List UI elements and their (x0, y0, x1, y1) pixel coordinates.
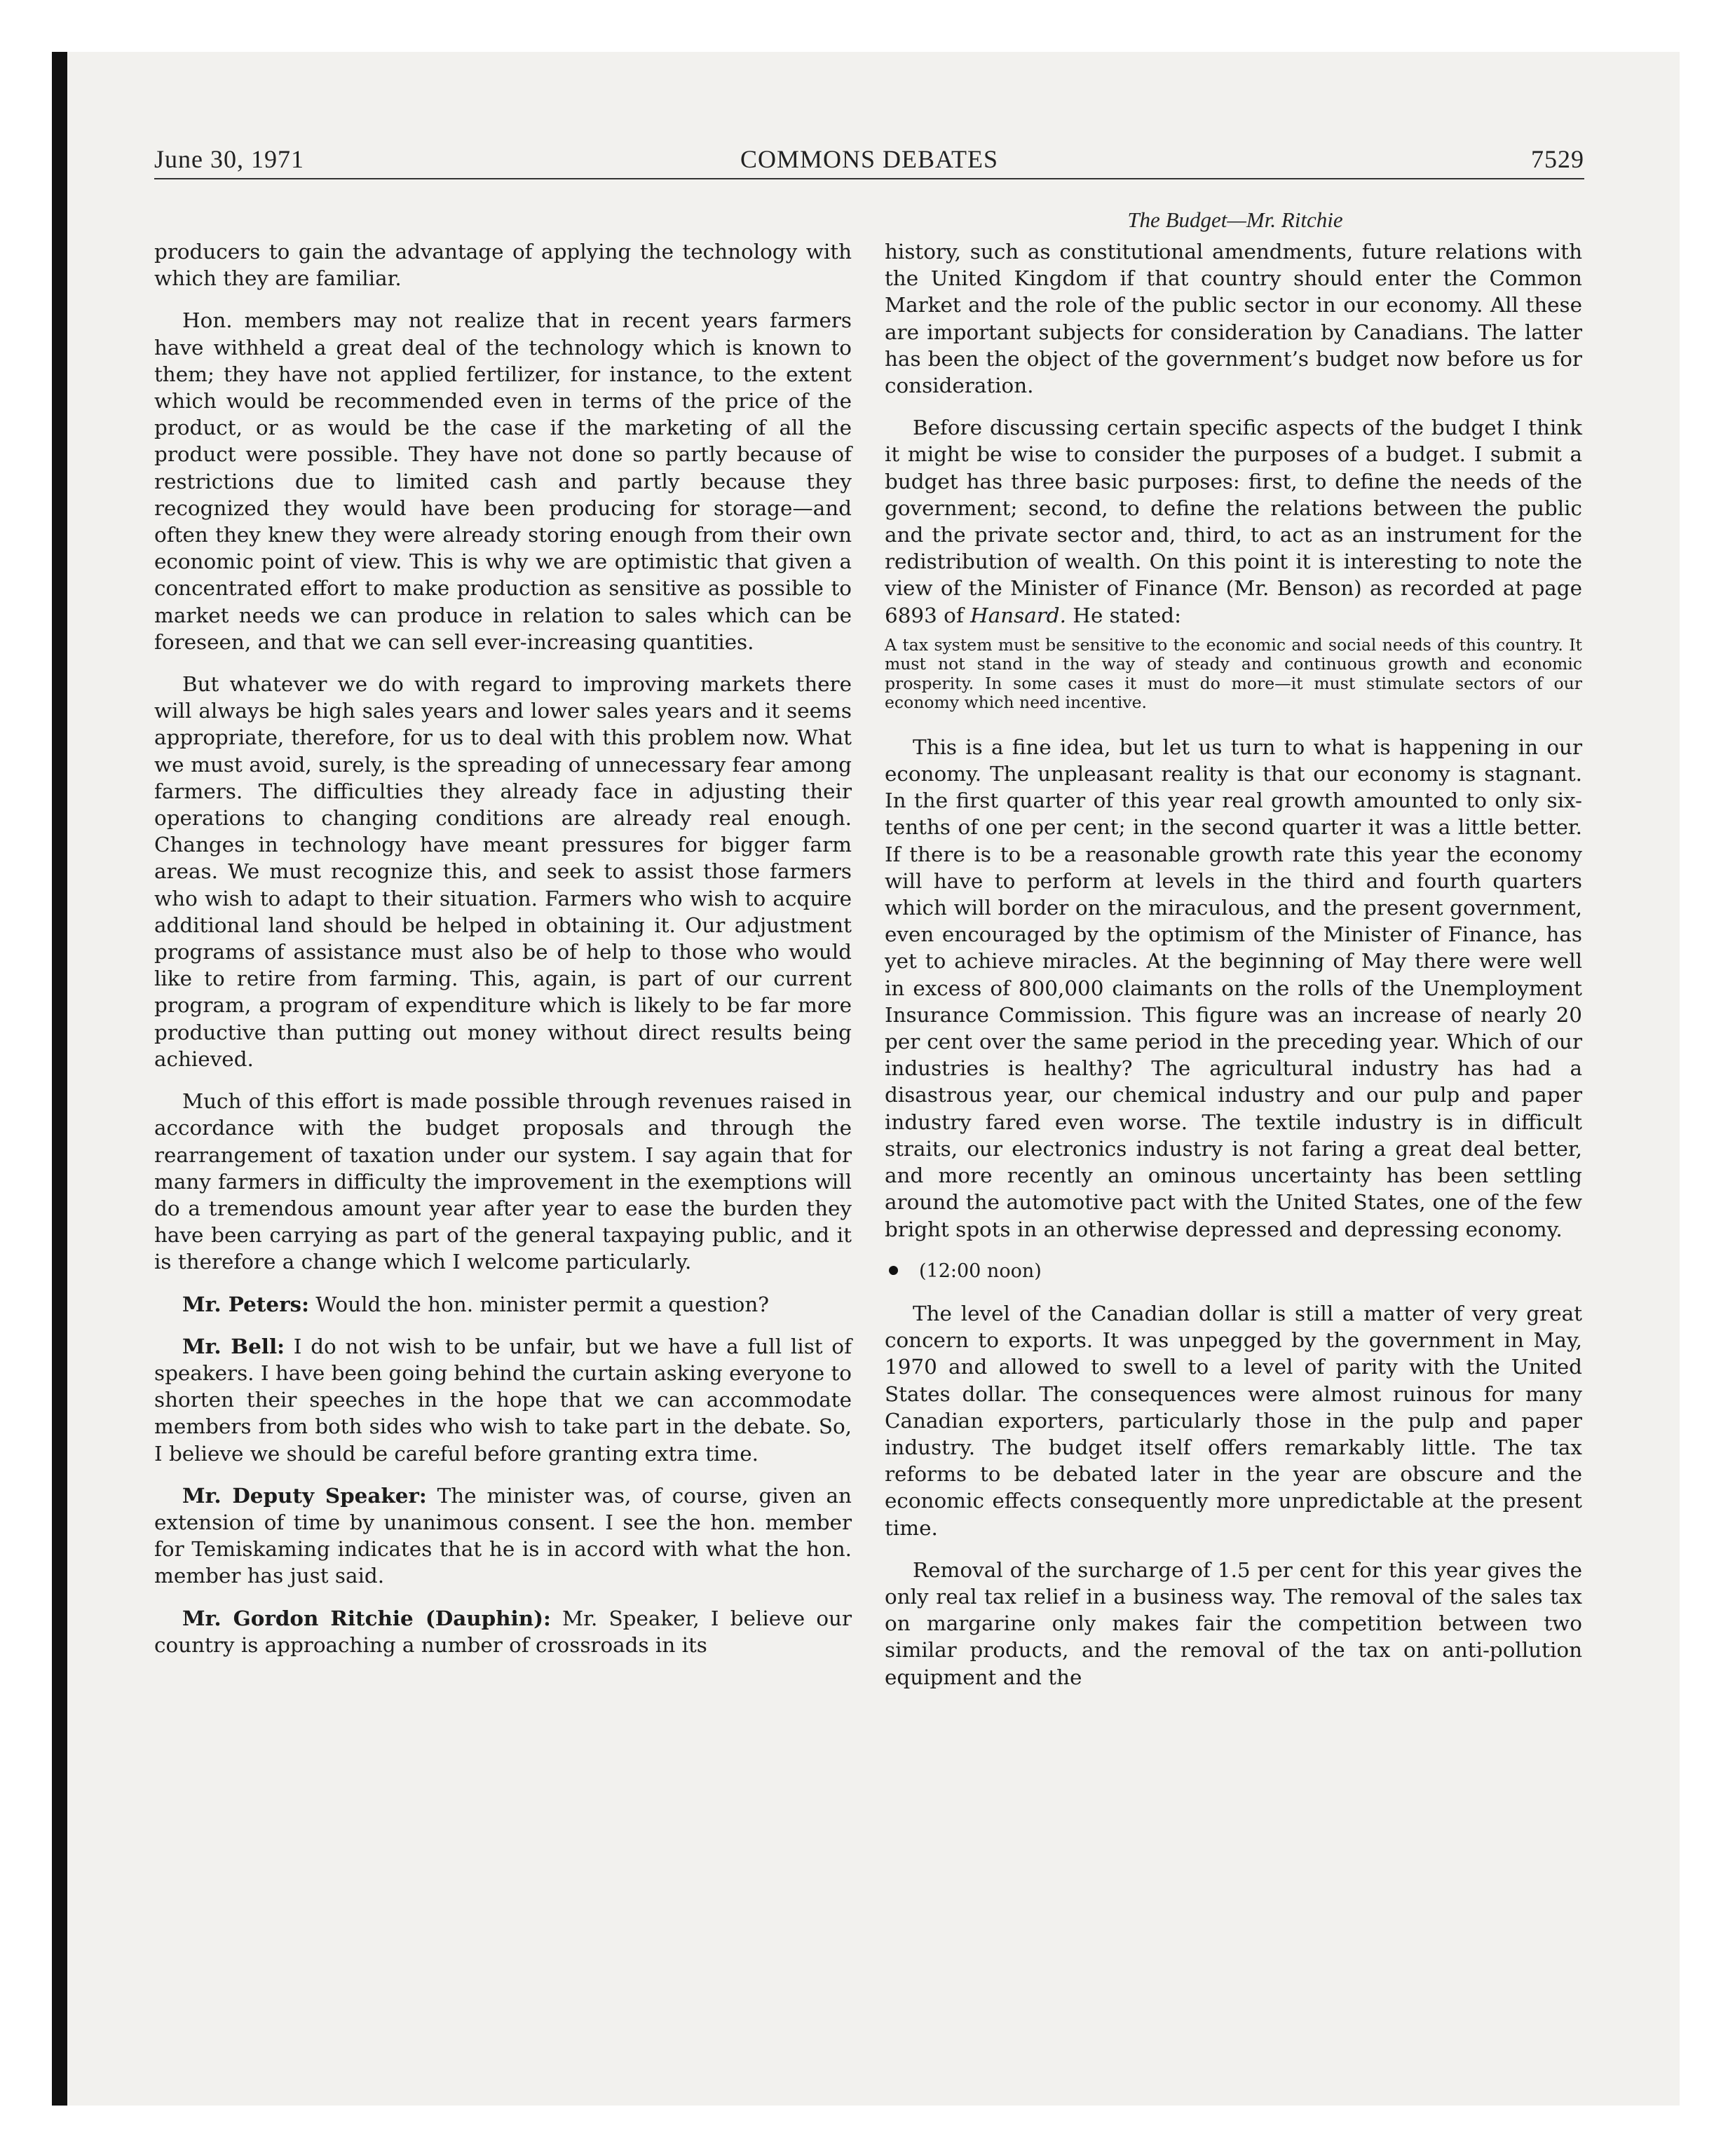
left-column (154, 238, 852, 1674)
quote-text: A tax system must be sensitive to the economic and social needs of this country. It must not stand in the way of steady and continuous growth and economic prosperity. In some cases it must do more—it must stimulate sectors of our economy which need incentive. (885, 634, 1582, 713)
speaker-paragraph (154, 1333, 852, 1467)
speaker-name: Mr. Bell: (182, 1333, 285, 1358)
paragraph: The level of the Canadian dollar is still a matter of very great concern to exports. It was unpegged by the government in May, 1970 and allowed to swell to a level of parity with the United States dollar. The consequences were almost ruinous for many Canadian exporters, particularly those in the pulp and paper industry. The budget itself offers remarkably little. The tax reforms to be debated later in the year are obscure and the economic effects consequently more unpredictable at the present time. (885, 1301, 1582, 1540)
speech-text: The minister was, of course, given an extension of time by unanimous consent. I see the hon. member for Temiskaming indicates that he is in accord with what the hon. member has just said. (154, 1483, 852, 1588)
paragraph: But whatever we do with regard to improving markets there will always be high sales years and lower sales years and it seems appropriate, therefore, for us to deal with this problem now. What we must avoid, surely, is the spreading of unnecessary fear among farmers. The difficulties they already face in adjusting their operations to changing conditions are already real enough. Changes in technology have meant pressures for bigger farm areas. We must recognize this, and seek to assist those farmers who wish to adapt to their situation. Farmers who wish to acquire additional land should be helped in obtaining it. Our adjustment programs of assistance must also be of help to those who would like to retire from farming. This, again, is part of our current program, a program of expenditure which is likely to be far more productive than putting out money without direct results being achieved. (154, 672, 852, 1071)
timestamp-line (885, 1258, 1582, 1285)
speaker-paragraph (154, 1291, 852, 1318)
paragraph: Much of this effort is made possible through revenues raised in accordance with the budget proposals and through the rearrangement of taxation under our system. I say again that for many farmers in difficulty the improvement in the exemptions will do a tremendous amount year after year to ease the burden they have been carrying as part of the general taxpaying public, and it is therefore a change which I welcome particularly. (154, 1089, 852, 1274)
header-page-number: 7529 (1531, 145, 1584, 173)
running-head: The Budget—Mr. Ritchie (1127, 207, 1343, 232)
speech-text: Mr. Speaker, I believe our country is approaching a number of crossroads in its (154, 1606, 852, 1657)
speaker-paragraph (154, 1482, 852, 1590)
scan-border (52, 52, 67, 2106)
speaker-name: Mr. Peters: (182, 1291, 309, 1316)
paragraph: Hon. members may not realize that in recent years farmers have withheld a great deal of the technology which is known to them; they have not applied fertilizer, for instance, to the extent which would be recommended even in terms of the price of the product, or as would be the case if the marketing of all the product were possible. They have not done so partly because of restrictions due to limited cash and partly because they recognized they would have been producing for storage—and often they knew they were already storing enough from their own economic point of view. This is why we are optimistic that given a concentrated effort to make production as sensitive as possible to market needs we can produce in relation to sales which can be foreseen, and that we can sell ever-increasing quantities. (154, 308, 852, 654)
bullet-icon (889, 1266, 898, 1275)
paragraph-text: Before discussing certain specific aspects of the budget I think it might be wise to consider the purposes of a budget. I submit a budget has three basic purposes: first, to define the needs of the government; second, to define the relations between the public and the private sector and, third, to act as an instrument for the redistribution of wealth. On this point it is interesting to note the view of the Minister of Finance (Mr. Benson) as recorded at page 6893 of (885, 416, 1582, 627)
header-title: COMMONS DEBATES (740, 145, 999, 173)
paragraph: Removal of the surcharge of 1.5 per cent for this year gives the only real tax relief in a business way. The removal of the sales tax on margarine only makes fair the competition between two similar products, and the removal of the tax on anti-pollution equipment and the (885, 1557, 1582, 1689)
timestamp: (12:00 noon) (919, 1260, 1042, 1282)
block-quote (885, 636, 1582, 713)
header-date: June 30, 1971 (154, 145, 304, 173)
speaker-paragraph (154, 1605, 852, 1658)
paragraph: This is a fine idea, but let us turn to what is happening in our economy. The unpleasant reality is that our economy is stagnant. In the first quarter of this year real growth amounted to only six-tenths of one per cent; in the second quarter it was a little better. If there is to be a reasonable growth rate this year the economy will have to perform at levels in the third and fourth quarters which will border on the miraculous, and the present government, even encouraged by the optimism of the Minister of Finance, has yet to achieve miracles. At the beginning of May there were well in excess of 800,000 claimants on the rolls of the Unemployment Insurance Commission. This figure was an increase of nearly 20 per cent over the same period in the preceding year. Which of our industries is healthy? The agricultural industry has had a disastrous year, our chemical industry and our pulp and paper industry fared even worse. The textile industry is in difficult straits, our electronics industry is not faring a great deal better, and more recently an ominous uncertainty has been settling around the automotive pact with the United States, one of the few bright spots in an otherwise depressed and depressing economy. (885, 735, 1582, 1241)
paragraph-text: He stated: (1066, 603, 1182, 627)
paragraph: history, such as constitutional amendments, future relations with the United Kingdom if that country should enter the Common Market and the role of the public sector in our economy. All these are important subjects for consideration by Canadians. The latter has been the object of the government’s budget now before us for consideration. (885, 240, 1582, 398)
speaker-name: Mr. Gordon Ritchie (Dauphin): (182, 1605, 551, 1630)
speaker-name: Mr. Deputy Speaker: (182, 1482, 427, 1508)
speech-text: Would the hon. minister permit a question? (308, 1292, 770, 1316)
paragraph (885, 414, 1582, 629)
right-column (885, 238, 1582, 1706)
speech-text: I do not wish to be unfair, but we have a full list of speakers. I have been going behind the curtain asking everyone to shorten their speeches in the hope that we can accommodate members from both sides who wish to take part in the debate. So, I believe we should be careful before granting extra time. (154, 1334, 852, 1466)
publication-title: Hansard. (970, 603, 1066, 627)
paragraph: producers to gain the advantage of applying the technology with which they are familiar. (154, 240, 852, 291)
header-rule (154, 178, 1584, 179)
